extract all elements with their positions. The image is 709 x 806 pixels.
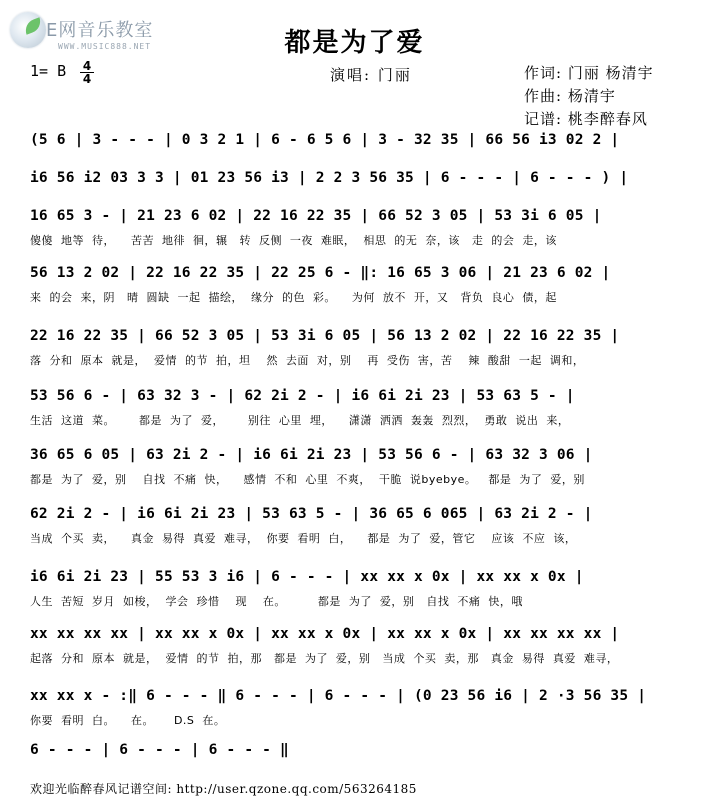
- lyrics-row: 当成 个买 卖， 真金 易得 真爱 难寻， 你要 看明 白， 都是 为了 爱，管它 应该 不应 该，: [30, 532, 577, 545]
- notation-row: i6 6i 2i 23 | 55 53 3 i6 | 6 - - - | xx xx x 0x | xx xx x 0x |: [30, 569, 584, 585]
- lyrics-row: 傻傻 地等 待， 苦苦 地徘 徊，辗 转 反侧 一夜 难眠， 相思 的无 奈，该 走 的会 走，该: [30, 234, 557, 247]
- singer-credit: 演唱: 门丽: [330, 66, 412, 84]
- notation-row: xx xx x - :‖ 6 - - - ‖ 6 - - - | 6 - - - | (0 23 56 i6 | 2 ·3 56 35 |: [30, 688, 647, 704]
- notation-row: 36 65 6 05 | 63 2i 2 - | i6 6i 2i 23 | 53 56 6 - | 63 32 3 06 |: [30, 447, 593, 463]
- meter-bottom: 4: [82, 72, 92, 86]
- lyrics-row: 人生 苦短 岁月 如梭， 学会 珍惜 现 在。 都是 为了 爱，别 自找 不痛 快，哦: [30, 595, 523, 608]
- logo-url: WWW.MUSIC888.NET: [58, 42, 152, 51]
- notation-row: 16 65 3 - | 21 23 6 02 | 22 16 22 35 | 66 52 3 05 | 53 3i 6 05 |: [30, 208, 602, 224]
- time-signature: [80, 60, 94, 85]
- lyrics-row: 都是 为了 爱，别 自找 不痛 快， 感情 不和 心里 不爽， 干脆 说byebye。 都是 为了 爱，别: [30, 473, 585, 486]
- notation-row: 53 56 6 - | 63 32 3 - | 62 2i 2 - | i6 6i 2i 23 | 53 63 5 - |: [30, 388, 575, 404]
- composer-credit: 作曲: 杨清宇: [524, 87, 616, 105]
- notation-row: 6 - - - | 6 - - - | 6 - - - ‖: [30, 742, 289, 758]
- meter-top: 4: [80, 60, 94, 73]
- lyrics-row: 来 的会 来，阴 晴 圆缺 一起 描绘， 缘分 的色 彩。 为何 放不 开，又 背负 良心 债，起: [30, 291, 557, 304]
- song-title: 都是为了爱: [284, 28, 425, 58]
- notation-row: 62 2i 2 - | i6 6i 2i 23 | 53 63 5 - | 36 65 6 065 | 63 2i 2 - |: [30, 506, 593, 522]
- lyrics-row: 起落 分和 原本 就是， 爱情 的节 拍，那 都是 为了 爱，别 当成 个买 卖，那 真金 易得 真爱 难寻，: [30, 652, 619, 665]
- notation-row: (5 6 | 3 - - - | 0 3 2 1 | 6 - 6 5 6 | 3 - 32 35 | 66 56 i3 02 2 |: [30, 132, 620, 148]
- lyrics-row: 生活 这道 菜。 都是 为了 爱， 别往 心里 埋， 潇潇 洒洒 轰轰 烈烈， 勇敢 说出 来，: [30, 414, 570, 427]
- lyrics-row: 你要 看明 白。 在。 D.S 在。: [30, 714, 226, 727]
- notation-row: 22 16 22 35 | 66 52 3 05 | 53 3i 6 05 | 56 13 2 02 | 22 16 22 35 |: [30, 328, 620, 344]
- notation-row: xx xx xx xx | xx xx x 0x | xx xx x 0x | xx xx x 0x | xx xx xx xx |: [30, 626, 620, 642]
- lyrics-row: 落 分和 原本 就是， 爱情 的节 拍，坦 然 去面 对，别 再 受伤 害，苦 辣 酸甜 一起 调和，: [30, 354, 585, 367]
- footer-link-text: 欢迎光临醉春风记谱空间: http://user.qzone.qq.com/563264185: [30, 782, 417, 796]
- notation-row: 56 13 2 02 | 22 16 22 35 | 22 25 6 - ‖: 16 65 3 06 | 21 23 6 02 |: [30, 265, 611, 281]
- notation-row: i6 56 i2 03 3 3 | 01 23 56 i3 | 2 2 3 56 35 | 6 - - - | 6 - - - ) |: [30, 170, 629, 186]
- logo-name: E网音乐教室: [46, 20, 154, 41]
- key-signature: 1= B: [30, 62, 67, 80]
- lyricist-credit: 作词: 门丽 杨清宇: [524, 64, 654, 82]
- transcriber-credit: 记谱: 桃李醉春风: [524, 110, 648, 128]
- credits-block: [524, 62, 654, 131]
